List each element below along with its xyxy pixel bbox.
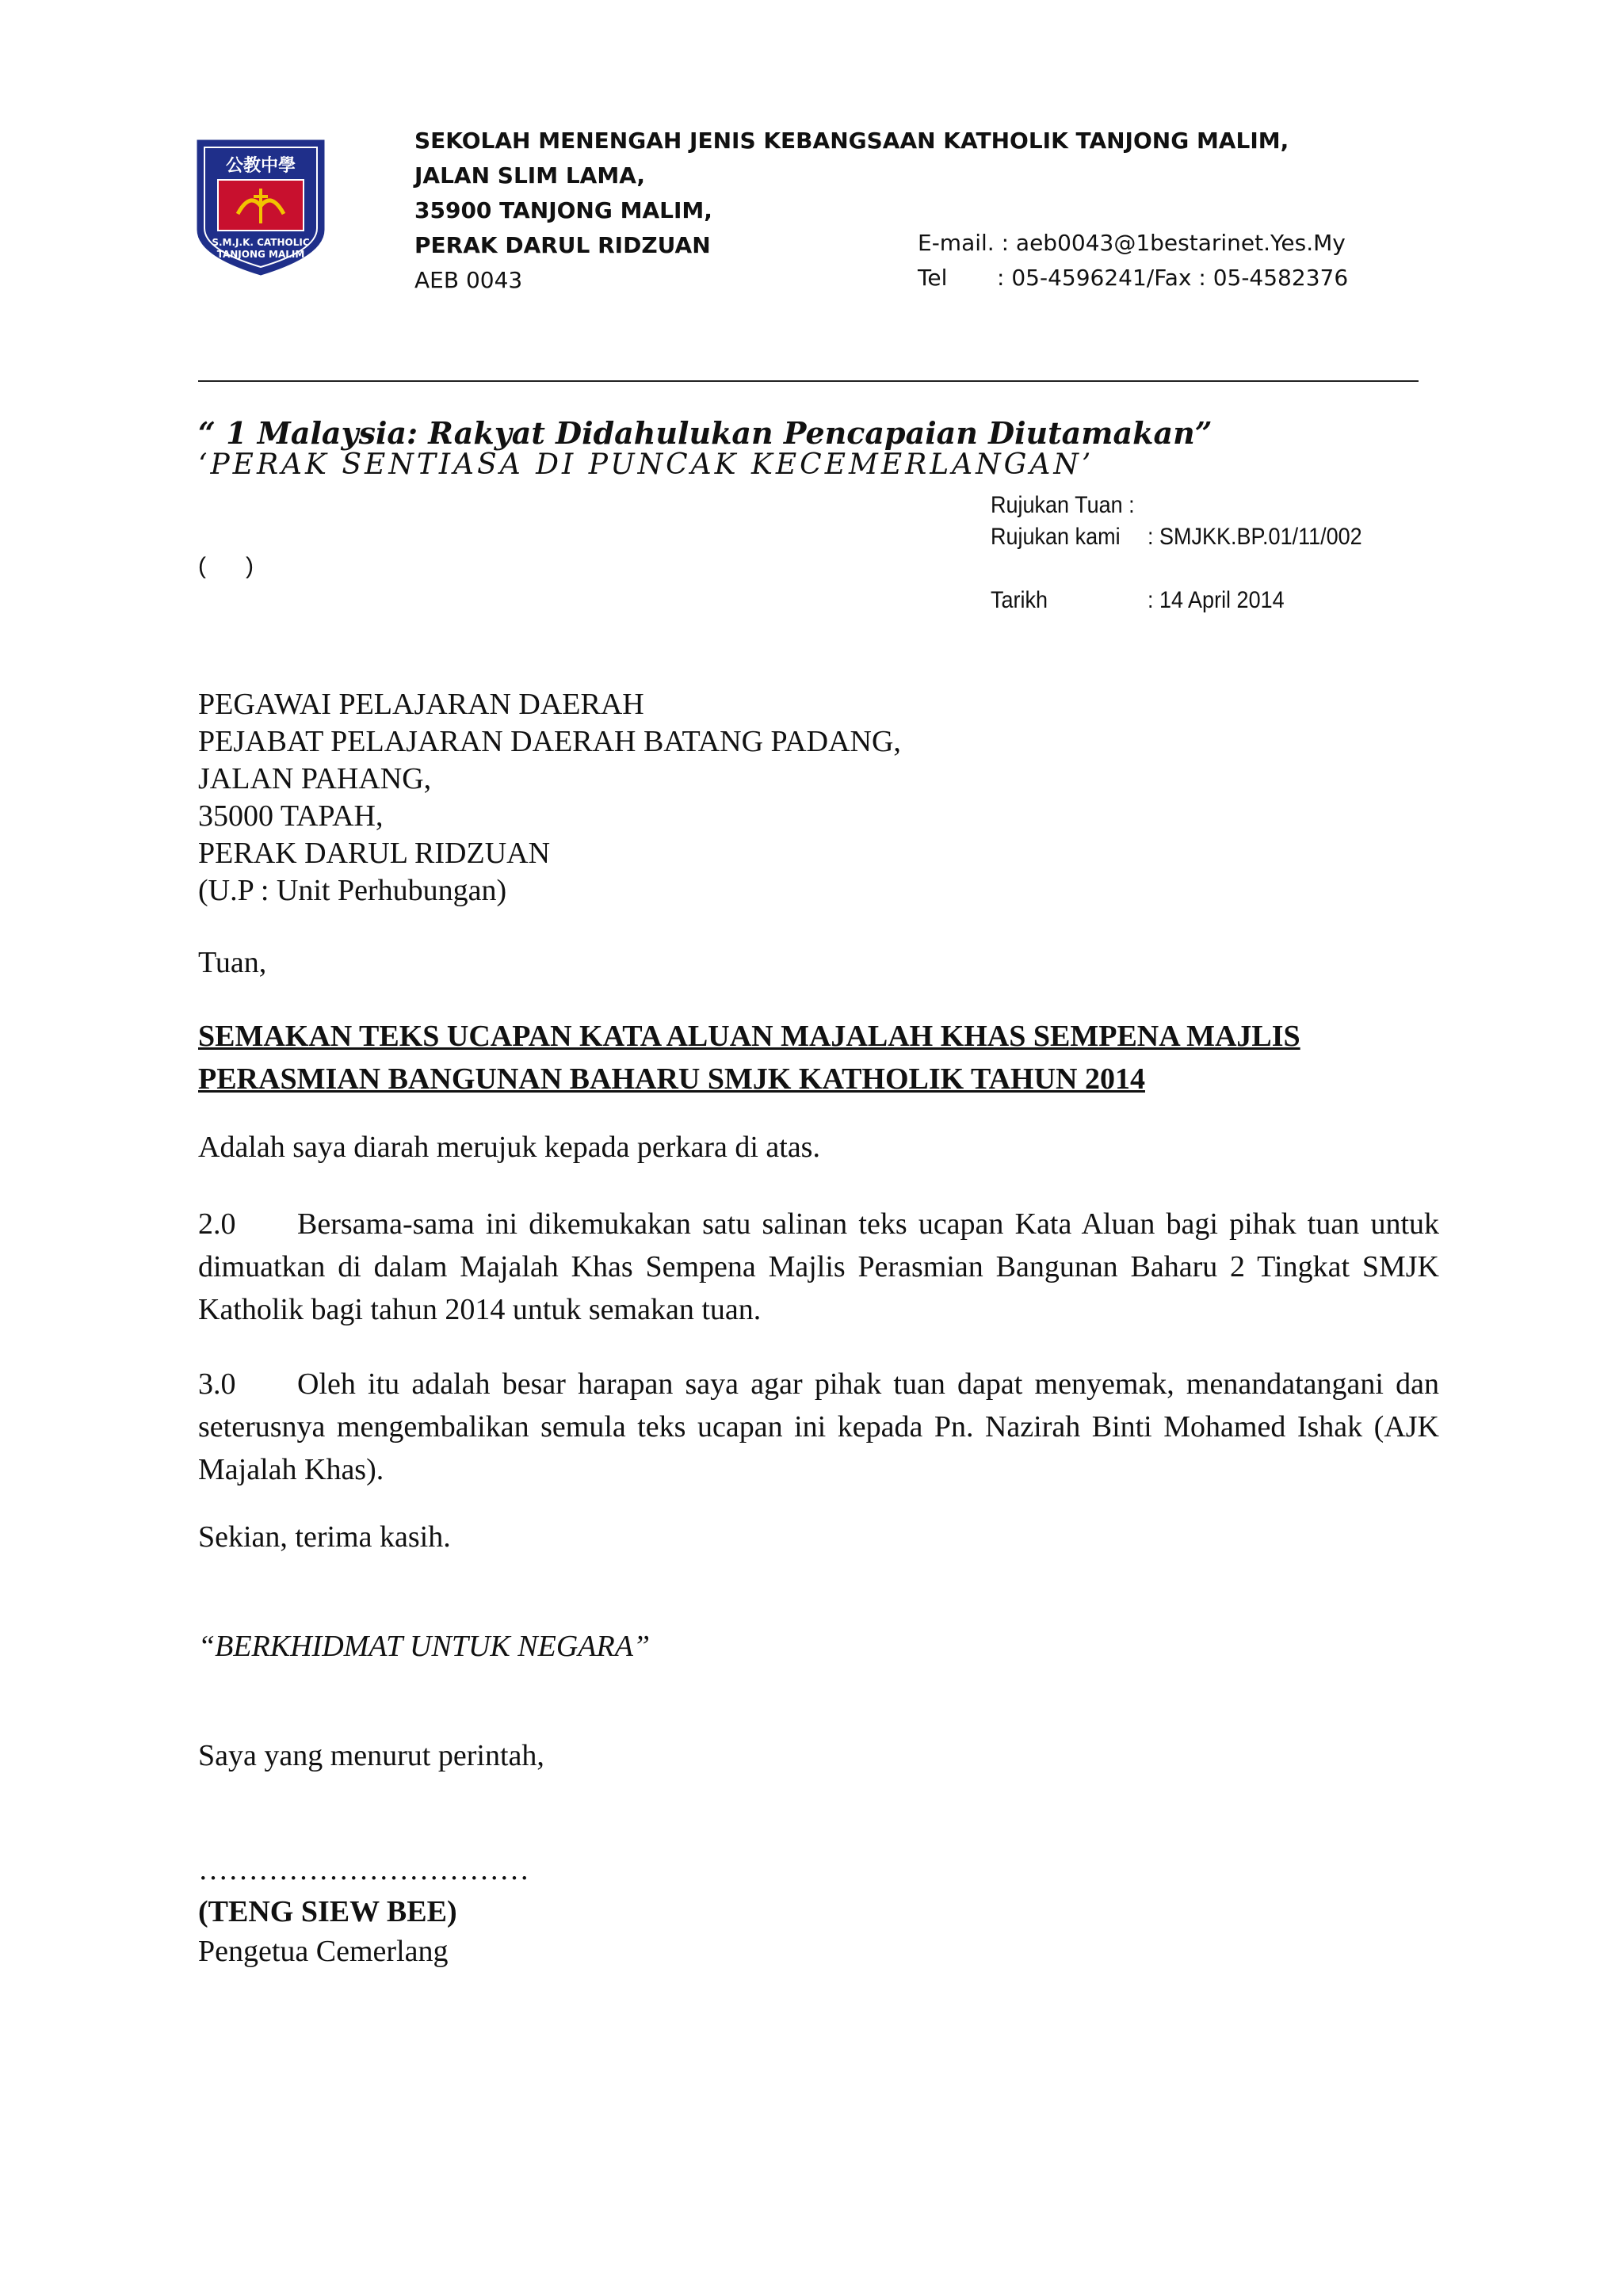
motto-perak: ‘PERAK SENTIASA DI PUNCAK KECEMERLANGAN’ [198,448,1094,481]
recipient-line: PERAK DARUL RIDZUAN [198,837,551,870]
paragraph-2-text: Bersama-sama ini dikemukakan satu salinan teks ucapan Kata Aluan bagi pihak tuan untuk dimuatkan di dalam Majalah Khas Sempena Majlis Perasmian Bangunan Baharu 2 Tingkat SMJK Katholik bagi tahun 2014 untuk semakan tuan. [198,1207,1439,1326]
tel-label: Tel [918,265,948,291]
letterhead-divider [198,380,1419,382]
crest-line1: S.M.J.K. CATHOLIC [212,237,310,248]
paragraph-2 [198,1203,1439,1331]
school-address-line2: 35900 TANJONG MALIM, [414,197,712,223]
subject-line2: PERASMIAN BANGUNAN BAHARU SMJK KATHOLIK TAHUN 2014 [198,1062,1145,1096]
tel-value: : 05-4596241/Fax : 05-4582376 [997,265,1349,291]
school-tel [918,261,1348,296]
school-address-line3: PERAK DARUL RIDZUAN [414,232,711,258]
paragraph-3-text: Oleh itu adalah besar harapan saya agar pihak tuan dapat menyemak, menandatangani dan seterusnya mengembalikan semula teks ucapan ini kepada Pn. Nazirah Binti Mohamed Ishak (AJK Majalah Khas). [198,1367,1439,1486]
tarikh-value: : 14 April 2014 [1148,587,1285,613]
recipient-address [198,686,901,910]
school-address-line1: JALAN SLIM LAMA, [414,162,646,189]
subject-line1: SEMAKAN TEKS UCAPAN KATA ALUAN MAJALAH KHAS SEMPENA MAJLIS [198,1020,1300,1053]
rujukan-kami-label: Rujukan kami [991,524,1121,550]
letter-subject [198,1015,1300,1100]
paragraph-1: Adalah saya diarah merujuk kepada perkara di atas. [198,1131,820,1164]
recipient-line: PEGAWAI PELAJARAN DAERAH [198,688,644,721]
closing: Sekian, terima kasih. [198,1520,451,1554]
slogan: “BERKHIDMAT UNTUK NEGARA” [198,1630,651,1663]
motto-1malaysia: “ 1 Malaysia: Rakyat Didahulukan Pencapaian Diutamakan” [198,415,1212,451]
salutation: Tuan, [198,946,267,979]
crest-line2: TANJONG MALIM [216,249,305,260]
recipient-line: PEJABAT PELAJARAN DAERAH BATANG PADANG, [198,725,901,758]
school-crest-logo [190,136,331,277]
school-email: E-mail. : aeb0043@1bestarinet.Yes.My [918,230,1346,256]
paragraph-2-number: 2.0 [198,1207,236,1241]
signoff: Saya yang menurut perintah, [198,1739,544,1772]
rujukan-kami-value: : SMJKK.BP.01/11/002 [1148,524,1362,550]
signatory-title: Pengetua Cemerlang [198,1935,449,1968]
reference-bracket: ( ) [198,553,254,579]
signature-line: …………………………… [198,1853,529,1886]
recipient-line: JALAN PAHANG, [198,762,432,795]
recipient-line: 35000 TAPAH, [198,799,384,833]
rujukan-kami [991,521,1362,553]
school-name: SEKOLAH MENENGAH JENIS KEBANGSAAN KATHOLIK TANJONG MALIM, [414,128,1289,154]
school-code: AEB 0043 [414,267,523,293]
tarikh-label: Tarikh [991,587,1048,613]
signatory-name: (TENG SIEW BEE) [198,1895,457,1928]
recipient-line: (U.P : Unit Perhubungan) [198,874,507,907]
rujukan-tuan: Rujukan Tuan : [991,492,1135,518]
letterhead-contact [918,226,1348,296]
crest-chinese-text: 公教中學 [225,156,296,176]
tarikh [991,585,1285,616]
paragraph-3-number: 3.0 [198,1367,236,1401]
paragraph-3 [198,1363,1439,1491]
